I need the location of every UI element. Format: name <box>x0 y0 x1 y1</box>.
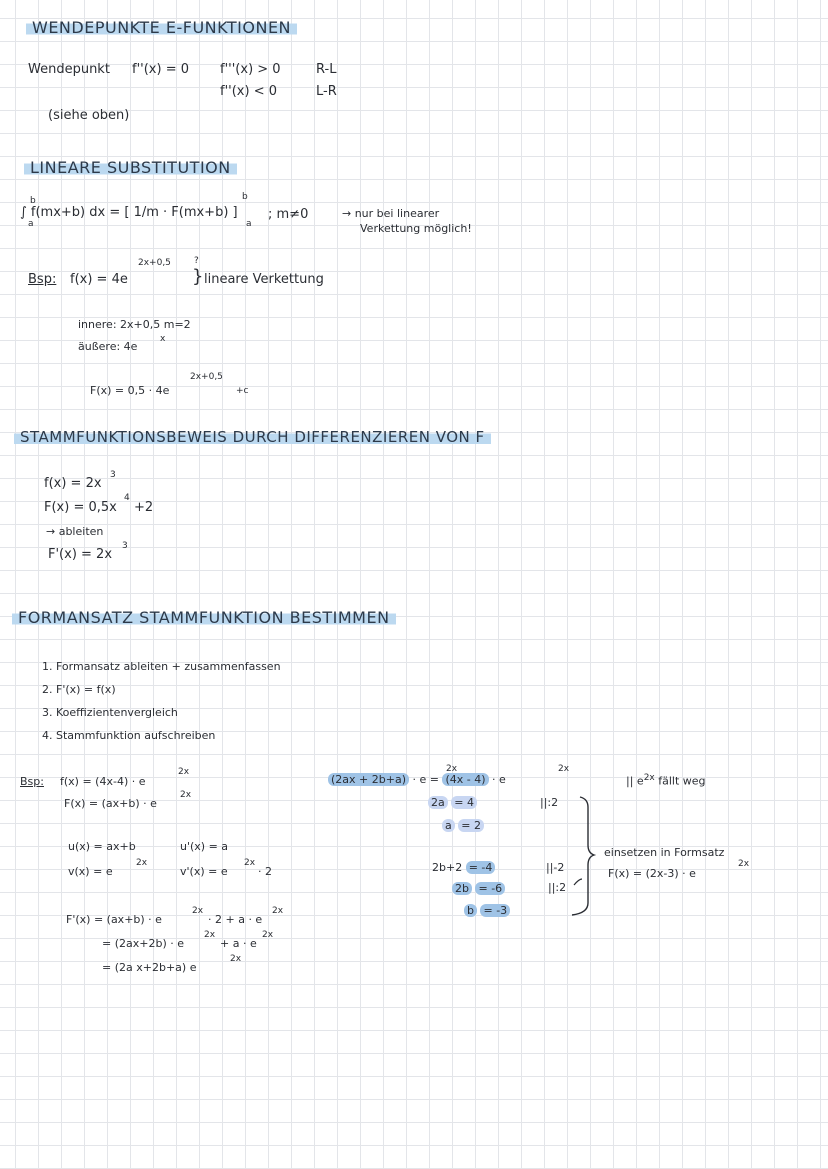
formansatz-step-4: 4. Stammfunktion aufschreiben <box>42 729 216 742</box>
lineare-formula <box>20 205 238 220</box>
formansatz-f-exp: 2x <box>178 767 190 777</box>
beweis-Fx-tail: +2 <box>134 500 154 515</box>
formansatz-Fp1: F'(x) = (ax+b) · e <box>66 913 162 926</box>
bracket-upper: b <box>242 192 248 202</box>
beweis-ableiten: → ableiten <box>46 525 104 538</box>
formansatz-F: F(x) = (ax+b) · e <box>64 797 157 810</box>
eq2-right: = 2 <box>458 819 484 832</box>
cmp-mid: · e <box>408 773 427 786</box>
cmp-exp1: 2x <box>446 764 458 774</box>
koeffizienten-vergleich <box>328 773 506 786</box>
formansatz-result-exp: 2x <box>738 859 750 869</box>
cmp-eq: = <box>426 773 443 786</box>
beweis-Fx: F(x) = 0,5x <box>44 500 117 515</box>
formansatz-Fp1-exp2: 2x <box>272 906 284 916</box>
eq1-left: 2a <box>428 796 448 809</box>
eq3 <box>432 861 495 874</box>
heading-lineare-substitution: LINEARE SUBSTITUTION <box>24 158 237 177</box>
eq5-left: b <box>464 904 477 917</box>
eq1 <box>428 796 477 809</box>
formansatz-Fp2-exp2: 2x <box>262 930 274 940</box>
eq2 <box>442 819 484 832</box>
formansatz-f: f(x) = (4x-4) · e <box>60 775 146 788</box>
bsp-question: ? <box>194 256 199 266</box>
aeussere-exp: x <box>160 334 166 344</box>
formansatz-Fp3-exp: 2x <box>230 954 242 964</box>
eq2-left: a <box>442 819 455 832</box>
wendepunkt-case1: f'''(x) > 0 <box>220 62 281 77</box>
wendepunkt-result2: L-R <box>316 84 337 99</box>
faellt-prefix: || e <box>626 774 644 788</box>
heading-stammbeweis: STAMMFUNKTIONSBEWEIS DURCH DIFFERENZIEREN VON F <box>14 428 491 446</box>
heading-wendepunkte: WENDEPUNKTE E-FUNKTIONEN <box>26 18 297 37</box>
eq1-op: ||:2 <box>540 796 559 809</box>
eq4-right: = -6 <box>475 882 505 895</box>
formansatz-step-3: 3. Koeffizientenvergleich <box>42 706 178 719</box>
innere-funktion: innere: 2x+0,5 m=2 <box>78 318 191 331</box>
lineare-note1: → nur bei linearer <box>342 207 440 220</box>
bsp-label-1: Bsp: <box>28 272 57 287</box>
formula-text: ∫ f(mx+b) dx = [ 1/m · F(mx+b) ] <box>20 205 238 220</box>
eq5-right: = -3 <box>480 904 510 917</box>
formansatz-vprime: v'(x) = e <box>180 865 228 878</box>
bsp-brace: } <box>192 266 204 287</box>
cmp-right: (4x - 4) <box>442 773 488 786</box>
wendepunkt-label: Wendepunkt <box>28 62 110 77</box>
formansatz-step-1: 1. Formansatz ableiten + zusammenfassen <box>42 660 281 673</box>
formansatz-v: v(x) = e <box>68 865 113 878</box>
eq5 <box>464 904 510 917</box>
faellt-exp: 2x <box>643 773 655 783</box>
bsp-function-exp: 2x+0,5 <box>138 258 171 268</box>
wendepunkt-result1: R-L <box>316 62 337 77</box>
integral-lower: a <box>28 219 34 229</box>
formansatz-Fp2-exp1: 2x <box>204 930 216 940</box>
formansatz-vprime-tail: · 2 <box>258 865 272 878</box>
beweis-Fprime-exp: 3 <box>122 541 128 551</box>
formansatz-Fp2: = (2ax+2b) · e <box>102 937 185 950</box>
eq3-right: = -4 <box>466 861 496 874</box>
brace-hook <box>574 879 582 885</box>
stammfunktion-exp: 2x+0,5 <box>190 372 223 382</box>
beweis-Fx-exp: 4 <box>124 493 130 503</box>
eq4 <box>452 882 505 895</box>
stammfunktion-result: F(x) = 0,5 · 4e <box>90 384 170 397</box>
formansatz-step-2: 2. F'(x) = f(x) <box>42 683 116 696</box>
formansatz-u: u(x) = ax+b <box>68 840 136 853</box>
bsp-label-2: Bsp: <box>20 775 44 788</box>
faellt-weg <box>626 773 706 788</box>
formansatz-Fp1-mid: · 2 + a · e <box>208 913 263 926</box>
bracket-lower: a <box>246 219 252 229</box>
beweis-fx: f(x) = 2x <box>44 476 102 491</box>
bsp-function: f(x) = 4e <box>70 272 128 287</box>
lineare-note2: Verkettung möglich! <box>360 222 472 235</box>
eq4-left: 2b <box>452 882 472 895</box>
formansatz-F-exp: 2x <box>180 790 192 800</box>
right-brace <box>572 797 594 915</box>
heading-formansatz: FORMANSATZ STAMMFUNKTION BESTIMMEN <box>12 608 396 627</box>
eq4-op: ||:2 <box>548 881 567 894</box>
formansatz-Fp2-mid: + a · e <box>220 937 257 950</box>
wendepunkt-condition: f''(x) = 0 <box>132 62 189 77</box>
eq3-left: 2b+2 <box>432 861 463 874</box>
lineare-condition: ; m≠0 <box>268 207 309 222</box>
siehe-oben: (siehe oben) <box>48 108 130 123</box>
stammfunktion-c: +c <box>236 386 249 396</box>
faellt-tail: fällt weg <box>658 774 706 788</box>
aeussere-funktion: äußere: 4e <box>78 340 138 353</box>
beweis-fx-exp: 3 <box>110 470 116 480</box>
cmp-left: (2ax + 2b+a) <box>328 773 409 786</box>
eq1-right: = 4 <box>451 796 477 809</box>
einsetzen-label: einsetzen in Formsatz <box>604 846 725 859</box>
eq3-op: ||-2 <box>546 861 565 874</box>
formansatz-Fp1-exp1: 2x <box>192 906 204 916</box>
formansatz-Fp3: = (2a x+2b+a) e <box>102 961 197 974</box>
formansatz-vprime-exp: 2x <box>244 858 256 868</box>
formansatz-v-exp: 2x <box>136 858 148 868</box>
formansatz-result: F(x) = (2x-3) · e <box>608 867 696 880</box>
bsp-verkettung: lineare Verkettung <box>204 272 324 287</box>
cmp-end: · e <box>488 773 506 786</box>
wendepunkt-case2: f''(x) < 0 <box>220 84 277 99</box>
cmp-exp2: 2x <box>558 764 570 774</box>
beweis-Fprime: F'(x) = 2x <box>48 547 113 562</box>
formansatz-uprime: u'(x) = a <box>180 840 229 853</box>
integral-upper: b <box>30 196 36 206</box>
